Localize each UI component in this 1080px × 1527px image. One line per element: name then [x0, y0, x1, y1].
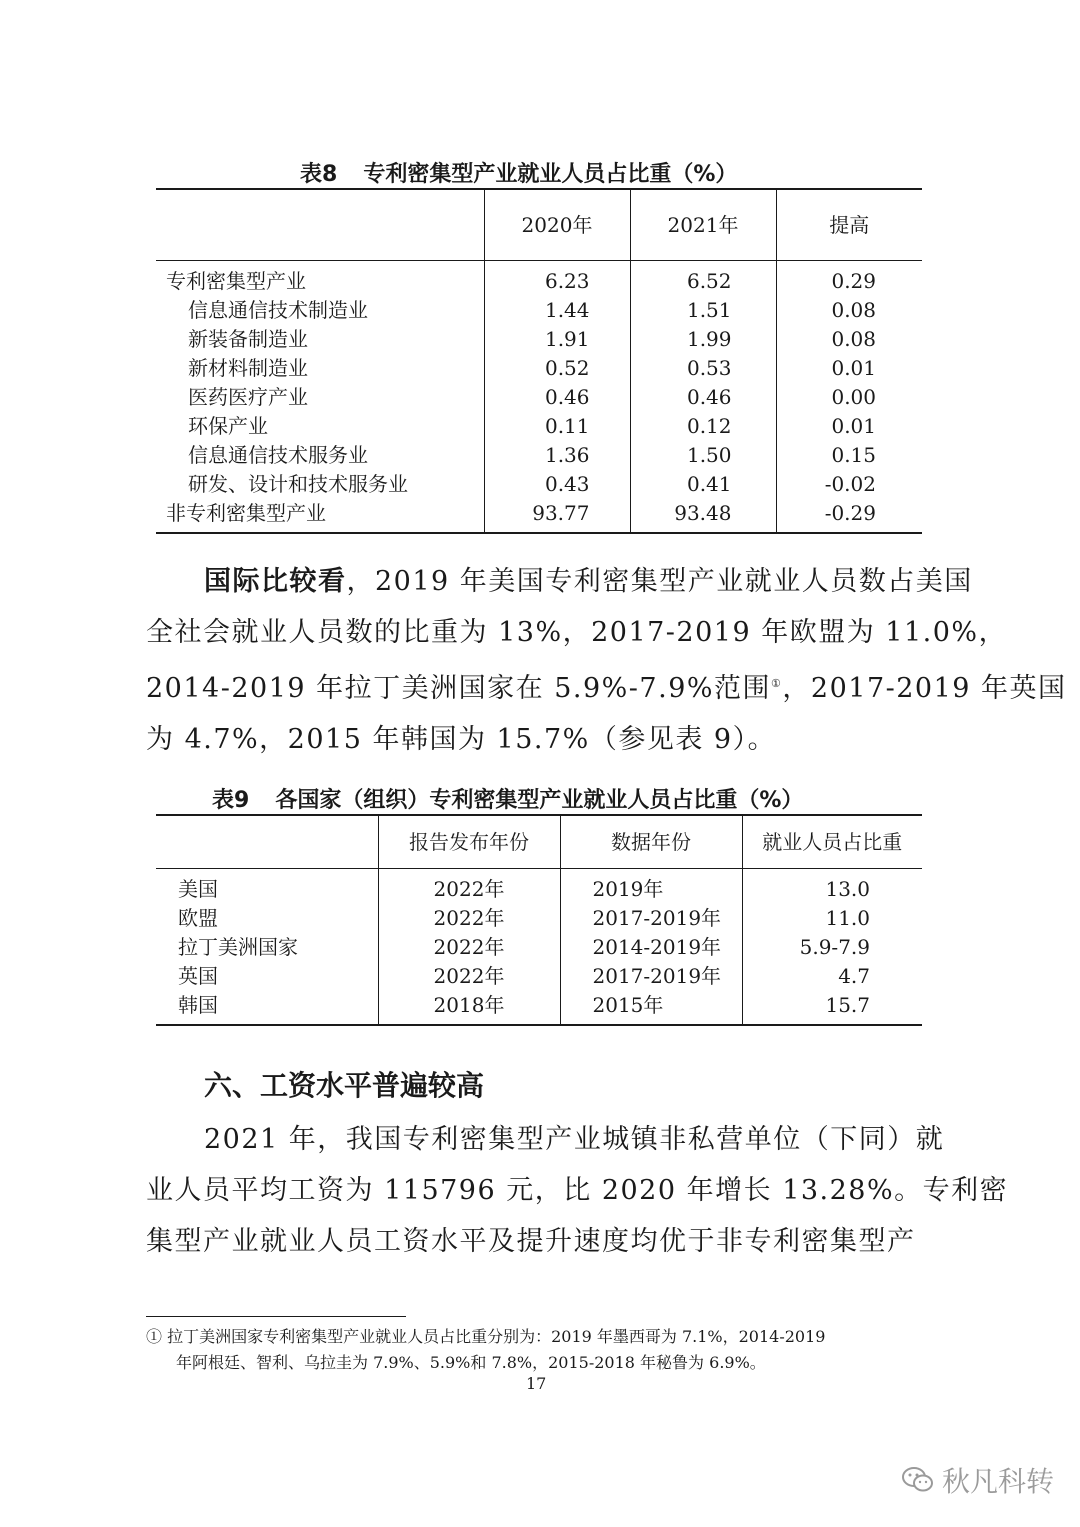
table-row — [156, 962, 922, 991]
page-number: 17 — [526, 1374, 547, 1393]
cell-2021: 1.51 — [630, 296, 776, 325]
cell-2020: 6.23 — [484, 261, 630, 297]
table-row — [156, 904, 922, 933]
cell-share: 15.7 — [742, 991, 922, 1025]
footnote-marker: ① — [771, 677, 783, 690]
table-row — [156, 869, 922, 905]
table-row — [156, 354, 922, 383]
para1-bold-lead: 国际比较看 — [204, 566, 347, 597]
cell-2021: 0.46 — [630, 383, 776, 412]
cell-share: 11.0 — [742, 904, 922, 933]
footnote-separator — [146, 1316, 406, 1317]
cell-share: 5.9-7.9 — [742, 933, 922, 962]
cell-report-year: 2022年 — [378, 962, 560, 991]
cell-data-year: 2015年 — [560, 991, 742, 1025]
row-label: 信息通信技术服务业 — [188, 443, 368, 467]
cell-report-year: 2018年 — [378, 991, 560, 1025]
table9 — [156, 814, 922, 1026]
cell-2021: 0.12 — [630, 412, 776, 441]
section-heading: 六、工资水平普遍较高 — [204, 1069, 485, 1102]
para1-line3a: 2014-2019 年拉丁美洲国家在 5.9%-7.9%范围 — [146, 673, 772, 704]
cell-2021: 93.48 — [630, 499, 776, 533]
table8-number: 表8 — [300, 162, 338, 187]
cell-increase: -0.02 — [776, 470, 922, 499]
para1-line1 — [146, 556, 973, 607]
cell-report-year: 2022年 — [378, 904, 560, 933]
table8-title: 专利密集型产业就业人员占比重（%） — [363, 162, 738, 187]
intl-comparison-paragraph — [146, 556, 1067, 765]
watermark-text: 秋凡科转 — [942, 1465, 1055, 1498]
cell-country: 韩国 — [156, 991, 378, 1025]
row-label: 环保产业 — [188, 414, 268, 438]
row-label: 新装备制造业 — [188, 327, 308, 351]
table8-header-row — [156, 189, 922, 261]
table9-header-row — [156, 815, 922, 869]
cell-2021: 1.50 — [630, 441, 776, 470]
table-row — [156, 325, 922, 354]
table9-col-report-year: 报告发布年份 — [378, 815, 560, 869]
cell-increase: 0.01 — [776, 354, 922, 383]
wechat-icon — [902, 1466, 934, 1494]
cell-report-year: 2022年 — [378, 933, 560, 962]
cell-report-year: 2022年 — [378, 869, 560, 905]
cell-increase: 0.08 — [776, 296, 922, 325]
table-row — [156, 933, 922, 962]
section-line2: 业人员平均工资为 115796 元，比 2020 年增长 13.28%。专利密 — [146, 1175, 1009, 1206]
row-label: 研发、设计和技术服务业 — [188, 472, 408, 496]
cell-2020: 1.44 — [484, 296, 630, 325]
cell-2020: 0.43 — [484, 470, 630, 499]
cell-2020: 0.52 — [484, 354, 630, 383]
row-label: 专利密集型产业 — [166, 269, 306, 293]
table-row — [156, 383, 922, 412]
cell-data-year: 2019年 — [560, 869, 742, 905]
cell-increase: 0.15 — [776, 441, 922, 470]
cell-data-year: 2017-2019年 — [560, 962, 742, 991]
wage-paragraph — [146, 1114, 1009, 1267]
cell-2020: 93.77 — [484, 499, 630, 533]
table-row — [156, 441, 922, 470]
table9-col-data-year: 数据年份 — [560, 815, 742, 869]
cell-share: 4.7 — [742, 962, 922, 991]
cell-country: 英国 — [178, 964, 218, 988]
table8-col-2020: 2020年 — [484, 189, 630, 261]
table8-col-label — [156, 189, 484, 261]
cell-2020: 1.91 — [484, 325, 630, 354]
footnote-line1: ① 拉丁美洲国家专利密集型产业就业人员占比重分别为：2019 年墨西哥为 7.1%，2014-2019 — [146, 1327, 826, 1346]
cell-country: 拉丁美洲国家 — [178, 935, 298, 959]
row-label: 医药医疗产业 — [188, 385, 308, 409]
cell-increase: 0.01 — [776, 412, 922, 441]
para1-line4: 为 4.7%，2015 年韩国为 15.7%（参见表 9）。 — [146, 724, 777, 755]
footnote-line2: 年阿根廷、智利、乌拉圭为 7.9%、5.9%和 7.8%，2015-2018 年秘鲁为 6.9%。 — [176, 1353, 766, 1372]
cell-2021: 0.53 — [630, 354, 776, 383]
table-row — [156, 261, 922, 297]
table9-title: 各国家（组织）专利密集型产业就业人员占比重（%） — [275, 788, 804, 813]
cell-2020: 0.11 — [484, 412, 630, 441]
table-row — [156, 470, 922, 499]
table9-caption — [212, 783, 803, 814]
cell-2021: 1.99 — [630, 325, 776, 354]
cell-share: 13.0 — [742, 869, 922, 905]
table-row — [156, 296, 922, 325]
watermark — [902, 1460, 1054, 1500]
cell-2021: 6.52 — [630, 261, 776, 297]
section-line3: 集型产业就业人员工资水平及提升速度均优于非专利密集型产 — [146, 1226, 916, 1257]
cell-2020: 0.46 — [484, 383, 630, 412]
cell-increase: 0.08 — [776, 325, 922, 354]
row-label: 非专利密集型产业 — [156, 499, 484, 533]
table-row — [156, 412, 922, 441]
table9-col-country — [156, 815, 378, 869]
para1-line3 — [146, 658, 1067, 714]
table9-number: 表9 — [212, 788, 250, 813]
cell-2020: 1.36 — [484, 441, 630, 470]
table-row — [156, 499, 922, 533]
cell-2021: 0.41 — [630, 470, 776, 499]
para1-line1-text: ，2019 年美国专利密集型产业就业人员数占美国 — [346, 566, 973, 597]
footnote — [146, 1324, 936, 1376]
table-row — [156, 991, 922, 1025]
section-line1: 2021 年，我国专利密集型产业城镇非私营单位（下同）就 — [204, 1124, 945, 1155]
para1-line2: 全社会就业人员数的比重为 13%，2017-2019 年欧盟为 11.0%， — [146, 617, 1008, 648]
cell-increase: -0.29 — [776, 499, 922, 533]
row-label: 新材料制造业 — [188, 356, 308, 380]
table8-caption — [300, 157, 737, 188]
cell-data-year: 2014-2019年 — [560, 933, 742, 962]
cell-increase: 0.00 — [776, 383, 922, 412]
table8 — [156, 188, 922, 534]
cell-country: 欧盟 — [178, 906, 218, 930]
table8-col-2021: 2021年 — [630, 189, 776, 261]
table9-col-share: 就业人员占比重 — [742, 815, 922, 869]
table8-col-increase: 提高 — [776, 189, 922, 261]
cell-country: 美国 — [178, 877, 218, 901]
row-label: 信息通信技术制造业 — [188, 298, 368, 322]
cell-increase: 0.29 — [776, 261, 922, 297]
cell-data-year: 2017-2019年 — [560, 904, 742, 933]
para1-line3b: ，2017-2019 年英国 — [782, 673, 1067, 704]
